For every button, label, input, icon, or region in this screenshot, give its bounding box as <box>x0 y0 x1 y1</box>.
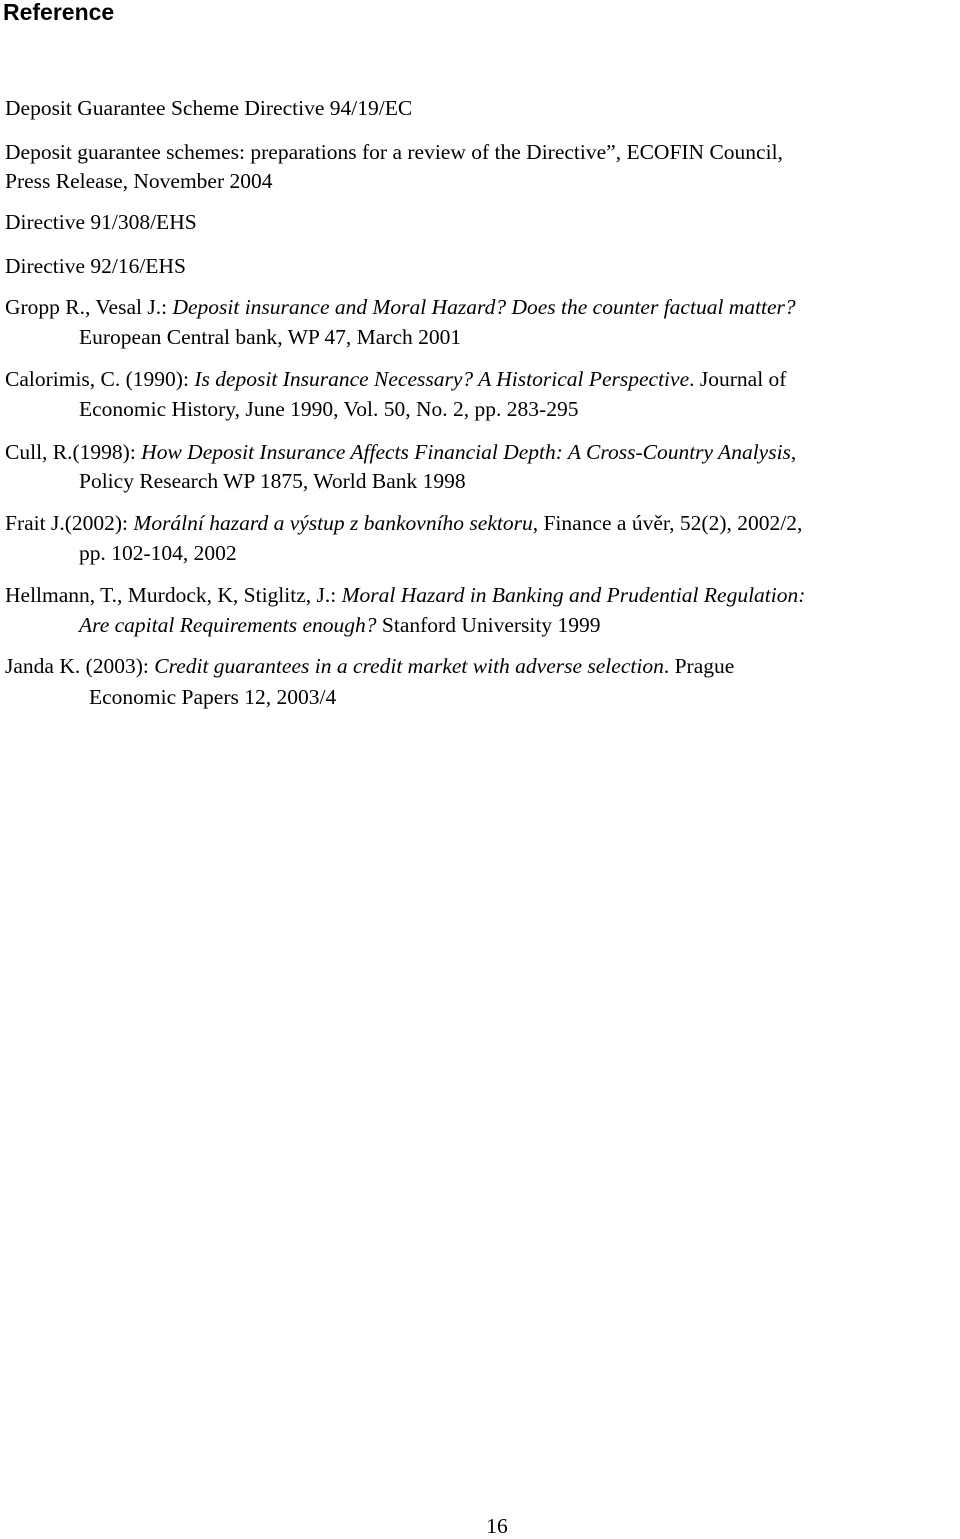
reference-6-line-0: Cull, R.(1998): How Deposit Insurance Affects Financial Depth: A Cross-Country Analysis, <box>5 440 797 464</box>
reference-5-line-1: Economic History, June 1990, Vol. 50, No. 2, pp. 283-295 <box>79 397 579 421</box>
reference-7-line-1: pp. 102-104, 2002 <box>79 541 237 565</box>
reference-3-line-0: Directive 92/16/EHS <box>5 254 186 278</box>
reference-1-line-0: Deposit guarantee schemes: preparations for a review of the Directive”, ECOFIN Council, <box>5 140 783 164</box>
page-number: 16 <box>486 1514 508 1538</box>
reference-4-line-1: European Central bank, WP 47, March 2001 <box>79 325 462 349</box>
reference-8-line-0: Hellmann, T., Murdock, K, Stiglitz, J.: Moral Hazard in Banking and Prudential Regulation: <box>5 583 806 607</box>
reference-2-line-0: Directive 91/308/EHS <box>5 210 197 234</box>
reference-0-line-0: Deposit Guarantee Scheme Directive 94/19/EC <box>5 96 413 120</box>
page-heading: Reference <box>3 0 115 25</box>
reference-5-line-0: Calorimis, C. (1990): Is deposit Insurance Necessary? A Historical Perspective. Journal of <box>5 367 787 391</box>
reference-6-line-1: Policy Research WP 1875, World Bank 1998 <box>79 469 466 493</box>
reference-7-line-0: Frait J.(2002): Morální hazard a výstup z bankovního sektoru, Finance a úvěr, 52(2), 2002/2, <box>5 511 803 535</box>
reference-8-line-1: Are capital Requirements enough? Stanford University 1999 <box>79 613 601 637</box>
reference-9-line-1: Economic Papers 12, 2003/4 <box>89 685 337 709</box>
reference-9-line-0: Janda K. (2003): Credit guarantees in a credit market with adverse selection. Prague <box>5 654 735 678</box>
reference-1-line-1: Press Release, November 2004 <box>5 169 273 193</box>
reference-4-line-0: Gropp R., Vesal J.: Deposit insurance and Moral Hazard? Does the counter factual matter? <box>5 295 796 319</box>
